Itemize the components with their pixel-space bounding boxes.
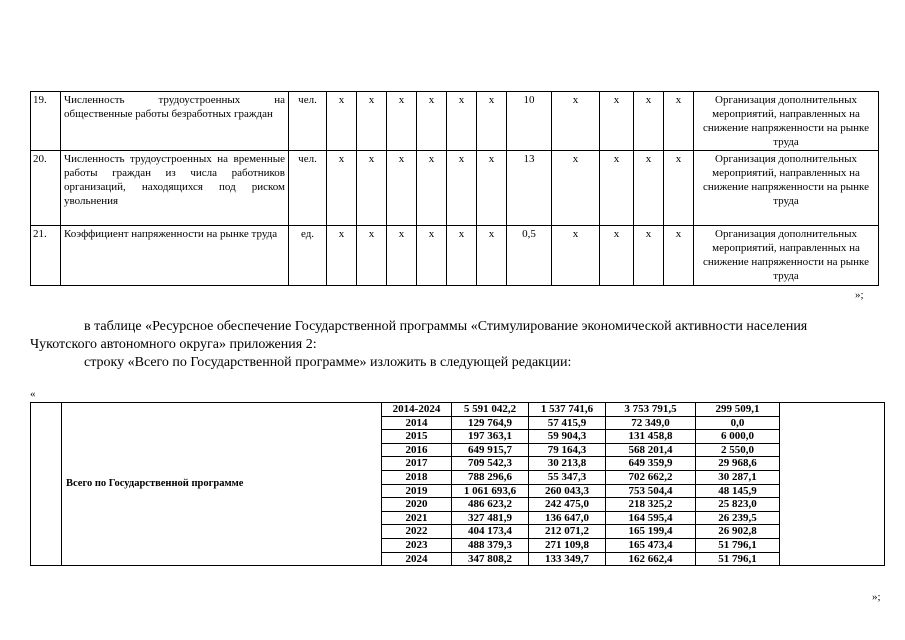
year-cell: 2014-2024 bbox=[382, 403, 452, 417]
indicator-name: Коэффициент напряженности на рынке труда bbox=[61, 226, 289, 286]
target-value-cell: 13 bbox=[507, 151, 552, 226]
value-cell: х bbox=[477, 151, 507, 226]
value-cell: х bbox=[387, 226, 417, 286]
value-cell: 59 904,3 bbox=[529, 430, 606, 444]
year-cell: 2021 bbox=[382, 511, 452, 525]
value-cell: х bbox=[600, 92, 634, 151]
value-cell: 30 287,1 bbox=[696, 470, 780, 484]
value-cell: х bbox=[664, 92, 694, 151]
total-cell: 788 296,6 bbox=[452, 470, 529, 484]
value-cell: 25 823,0 bbox=[696, 498, 780, 512]
blank-cell bbox=[31, 403, 62, 566]
value-cell: 218 325,2 bbox=[606, 498, 696, 512]
value-cell: 212 071,2 bbox=[529, 525, 606, 539]
value-cell: х bbox=[664, 151, 694, 226]
value-cell: х bbox=[600, 226, 634, 286]
total-cell: 1 061 693,6 bbox=[452, 484, 529, 498]
value-cell: х bbox=[552, 92, 600, 151]
value-cell: 133 349,7 bbox=[529, 552, 606, 566]
value-cell: х bbox=[417, 92, 447, 151]
value-cell: х bbox=[477, 226, 507, 286]
indicator-row bbox=[31, 151, 879, 226]
value-cell: 51 796,1 bbox=[696, 538, 780, 552]
year-cell: 2016 bbox=[382, 443, 452, 457]
year-cell: 2022 bbox=[382, 525, 452, 539]
value-cell: х bbox=[417, 151, 447, 226]
total-cell: 404 173,4 bbox=[452, 525, 529, 539]
indicator-name: Численность трудоустроенных на временные работы граждан из числа работников организаций, находящихся под риском увольнения bbox=[61, 151, 289, 226]
value-cell: 1 537 741,6 bbox=[529, 403, 606, 417]
value-cell: 131 458,8 bbox=[606, 430, 696, 444]
total-cell: 129 764,9 bbox=[452, 416, 529, 430]
year-cell: 2024 bbox=[382, 552, 452, 566]
value-cell: 51 796,1 bbox=[696, 552, 780, 566]
value-cell: х bbox=[552, 151, 600, 226]
value-cell: 79 164,3 bbox=[529, 443, 606, 457]
note-cell: Организация дополнительных мероприятий, направленных на снижение напряженности на рынке труда bbox=[694, 151, 879, 226]
unit-cell: чел. bbox=[289, 92, 327, 151]
value-cell: 136 647,0 bbox=[529, 511, 606, 525]
value-cell: 164 595,4 bbox=[606, 511, 696, 525]
year-cell: 2020 bbox=[382, 498, 452, 512]
value-cell: 72 349,0 bbox=[606, 416, 696, 430]
note-cell: Организация дополнительных мероприятий, направленных на снижение напряженности на рынке труда bbox=[694, 92, 879, 151]
value-cell: 702 662,2 bbox=[606, 470, 696, 484]
total-cell: 709 542,3 bbox=[452, 457, 529, 471]
total-cell: 327 481,9 bbox=[452, 511, 529, 525]
value-cell: 165 199,4 bbox=[606, 525, 696, 539]
value-cell: 48 145,9 bbox=[696, 484, 780, 498]
table-row bbox=[31, 403, 885, 417]
paragraph-line: Чукотского автономного округа» приложения 2: bbox=[30, 337, 317, 352]
unit-cell: чел. bbox=[289, 151, 327, 226]
value-cell: х bbox=[634, 92, 664, 151]
note-cell: Организация дополнительных мероприятий, направленных на снижение напряженности на рынке труда bbox=[694, 226, 879, 286]
value-cell: 753 504,4 bbox=[606, 484, 696, 498]
paragraph-line: в таблице «Ресурсное обеспечение Государственной программы «Стимулирование экономической активности населения bbox=[84, 319, 808, 334]
year-cell: 2017 bbox=[382, 457, 452, 471]
year-cell: 2014 bbox=[382, 416, 452, 430]
value-cell: х bbox=[357, 92, 387, 151]
value-cell: х bbox=[447, 151, 477, 226]
value-cell: х bbox=[447, 226, 477, 286]
total-cell: 197 363,1 bbox=[452, 430, 529, 444]
value-cell: х bbox=[417, 226, 447, 286]
value-cell: х bbox=[447, 92, 477, 151]
open-quote-mark: « bbox=[30, 388, 36, 400]
table-end-mark: »; bbox=[855, 289, 864, 301]
value-cell: 260 043,3 bbox=[529, 484, 606, 498]
total-cell: 5 591 042,2 bbox=[452, 403, 529, 417]
row-number: 19. bbox=[31, 92, 61, 151]
table-end-mark: »; bbox=[872, 591, 881, 603]
blank-cell bbox=[780, 403, 885, 566]
total-cell: 347 808,2 bbox=[452, 552, 529, 566]
row-number: 20. bbox=[31, 151, 61, 226]
indicator-name: Численность трудоустроенных на общественные работы безработных граждан bbox=[61, 92, 289, 151]
value-cell: 568 201,4 bbox=[606, 443, 696, 457]
value-cell: 26 239,5 bbox=[696, 511, 780, 525]
value-cell: х bbox=[634, 226, 664, 286]
total-cell: 486 623,2 bbox=[452, 498, 529, 512]
total-label: Всего по Государственной программе bbox=[62, 403, 382, 566]
resources-table bbox=[30, 402, 885, 566]
value-cell: 0,0 bbox=[696, 416, 780, 430]
value-cell: 3 753 791,5 bbox=[606, 403, 696, 417]
value-cell: 242 475,0 bbox=[529, 498, 606, 512]
value-cell: х bbox=[477, 92, 507, 151]
value-cell: 57 415,9 bbox=[529, 416, 606, 430]
year-cell: 2015 bbox=[382, 430, 452, 444]
value-cell: 162 662,4 bbox=[606, 552, 696, 566]
value-cell: 2 550,0 bbox=[696, 443, 780, 457]
total-cell: 649 915,7 bbox=[452, 443, 529, 457]
year-cell: 2023 bbox=[382, 538, 452, 552]
indicator-row bbox=[31, 226, 879, 286]
value-cell: х bbox=[327, 151, 357, 226]
row-number: 21. bbox=[31, 226, 61, 286]
target-value-cell: 0,5 bbox=[507, 226, 552, 286]
value-cell: 6 000,0 bbox=[696, 430, 780, 444]
value-cell: 30 213,8 bbox=[529, 457, 606, 471]
indicator-row bbox=[31, 92, 879, 151]
value-cell: х bbox=[552, 226, 600, 286]
total-cell: 488 379,3 bbox=[452, 538, 529, 552]
unit-cell: ед. bbox=[289, 226, 327, 286]
value-cell: х bbox=[357, 226, 387, 286]
value-cell: 26 902,8 bbox=[696, 525, 780, 539]
value-cell: х bbox=[327, 92, 357, 151]
value-cell: х bbox=[357, 151, 387, 226]
value-cell: х bbox=[634, 151, 664, 226]
year-cell: 2018 bbox=[382, 470, 452, 484]
value-cell: х bbox=[327, 226, 357, 286]
value-cell: 55 347,3 bbox=[529, 470, 606, 484]
target-value-cell: 10 bbox=[507, 92, 552, 151]
value-cell: 299 509,1 bbox=[696, 403, 780, 417]
value-cell: 29 968,6 bbox=[696, 457, 780, 471]
indicators-table bbox=[30, 91, 879, 286]
value-cell: х bbox=[387, 151, 417, 226]
value-cell: х bbox=[664, 226, 694, 286]
paragraph-line: строку «Всего по Государственной программе» изложить в следующей редакции: bbox=[84, 355, 572, 370]
value-cell: х bbox=[600, 151, 634, 226]
value-cell: 271 109,8 bbox=[529, 538, 606, 552]
value-cell: х bbox=[387, 92, 417, 151]
value-cell: 649 359,9 bbox=[606, 457, 696, 471]
year-cell: 2019 bbox=[382, 484, 452, 498]
value-cell: 165 473,4 bbox=[606, 538, 696, 552]
